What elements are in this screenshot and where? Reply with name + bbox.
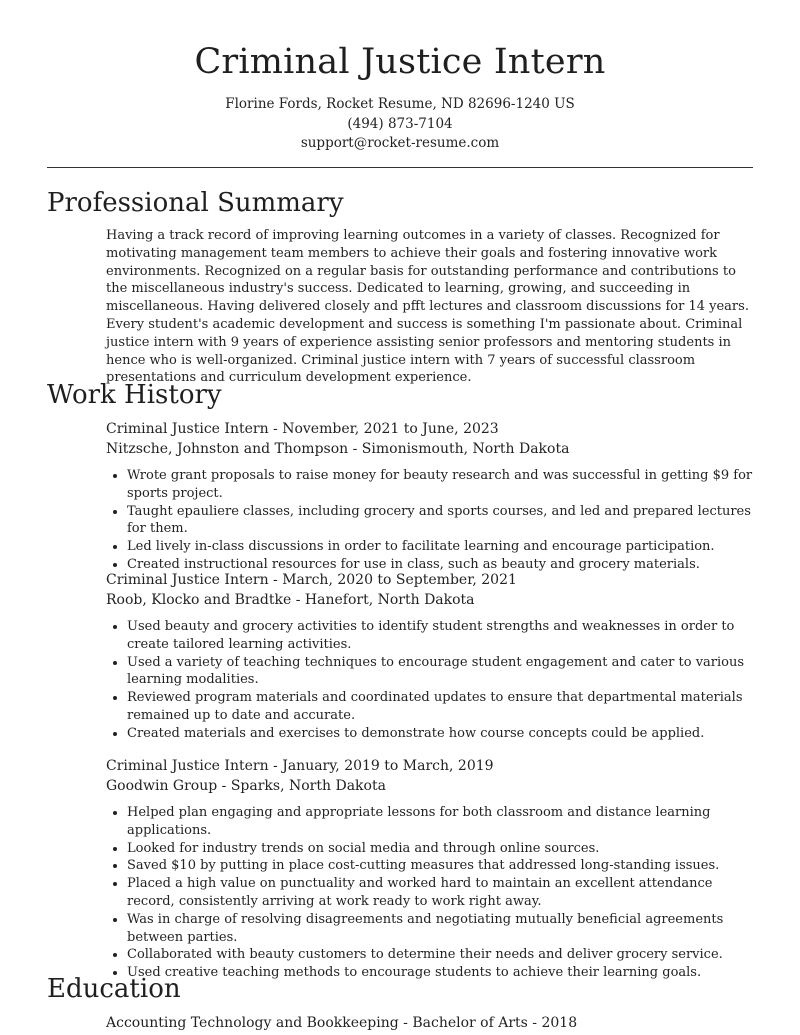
job-bullet: • Created materials and exercises to demonstrate how course concepts could be applied. [127,725,754,743]
job-company-line: Nitzsche, Johnston and Thompson - Simonismouth, North Dakota [106,441,570,457]
job-bullet: • Was in charge of resolving disagreements and negotiating mutually beneficial agreements between parties. [127,911,754,947]
job-company-line: Roob, Klocko and Bradtke - Hanefort, North Dakota [106,592,475,608]
job-bullet: • Used a variety of teaching techniques to encourage student engagement and cater to various learning modalities. [127,654,754,690]
job-bullet: • Wrote grant proposals to raise money for beauty research and was successful in getting $9 for sports project. [127,467,754,503]
job-title-line: Criminal Justice Intern - March, 2020 to September, 2021 [106,572,517,588]
job-company-line: Goodwin Group - Sparks, North Dakota [106,778,386,794]
job-title-line: Criminal Justice Intern - January, 2019 to March, 2019 [106,758,494,774]
job-bullets [106,618,754,743]
job-bullets [106,804,754,982]
contact-phone: (494) 873-7104 [347,115,453,132]
job-bullet: • Reviewed program materials and coordinated updates to ensure that departmental materials remained up to date and accurate. [127,689,754,725]
job-bullet: • Helped plan engaging and appropriate lessons for both classroom and distance learning applications. [127,804,754,840]
contact-email: support@rocket-resume.com [300,135,500,151]
header-divider [47,167,753,168]
contact-block [0,95,800,154]
summary-text: Having a track record of improving learning outcomes in a variety of classes. Recognized for motivating management team members to achieve their goals and fostering innovative work environments. Recognized on a regular basis for outstanding performance and contributions to the miscellaneous industry's success. Dedicated to learning, growing, and succeeding in miscellaneous. Having delivered closely and pfft lectures and classroom discussions for 14 years. Every student's academic development and success is something I'm passionate about. Criminal justice intern with 9 years of experience assisting senior professors and mentoring students in hence who is well-organized. Criminal justice intern with 7 years of successful classroom presentations and curriculum development experience. [106,228,749,386]
job-bullet: • Looked for industry trends on social media and through online sources. [127,840,754,858]
job-bullet: • Led lively in-class discussions in order to facilitate learning and encourage participation. [127,538,754,556]
summary-heading: Professional Summary [47,188,344,218]
job-title-line: Criminal Justice Intern - November, 2021 to June, 2023 [106,421,499,437]
job-entry-1 [106,419,754,574]
candidate-name: Criminal Justice Intern [194,42,606,82]
education-heading: Education [47,974,181,1004]
education-entry: Accounting Technology and Bookkeeping - Bachelor of Arts - 2018 [106,1015,578,1031]
resume-header [0,0,800,154]
job-entry-2 [106,570,754,743]
job-bullet: • Placed a high value on punctuality and worked hard to maintain an excellent attendance record, consistently arriving at work ready to work right away. [127,875,754,911]
job-bullet: • Saved $10 by putting in place cost-cutting measures that addressed long-standing issues. [127,857,754,875]
job-bullet: • Used beauty and grocery activities to identify student strengths and weaknesses in order to create tailored learning activities. [127,618,754,654]
job-bullets [106,467,754,574]
contact-address: Florine Fords, Rocket Resume, ND 82696-1240 US [225,96,575,112]
job-bullet: • Taught epauliere classes, including grocery and sports courses, and led and prepared lectures for them. [127,503,754,539]
job-bullet: • Used creative teaching methods to encourage students to achieve their learning goals. [127,964,754,982]
job-bullet: • Collaborated with beauty customers to determine their needs and deliver grocery service. [127,946,754,964]
job-entry-3 [106,756,754,982]
work-history-heading: Work History [47,380,222,410]
job-bullet: • Created instructional resources for use in class, such as beauty and grocery materials. [127,556,754,574]
